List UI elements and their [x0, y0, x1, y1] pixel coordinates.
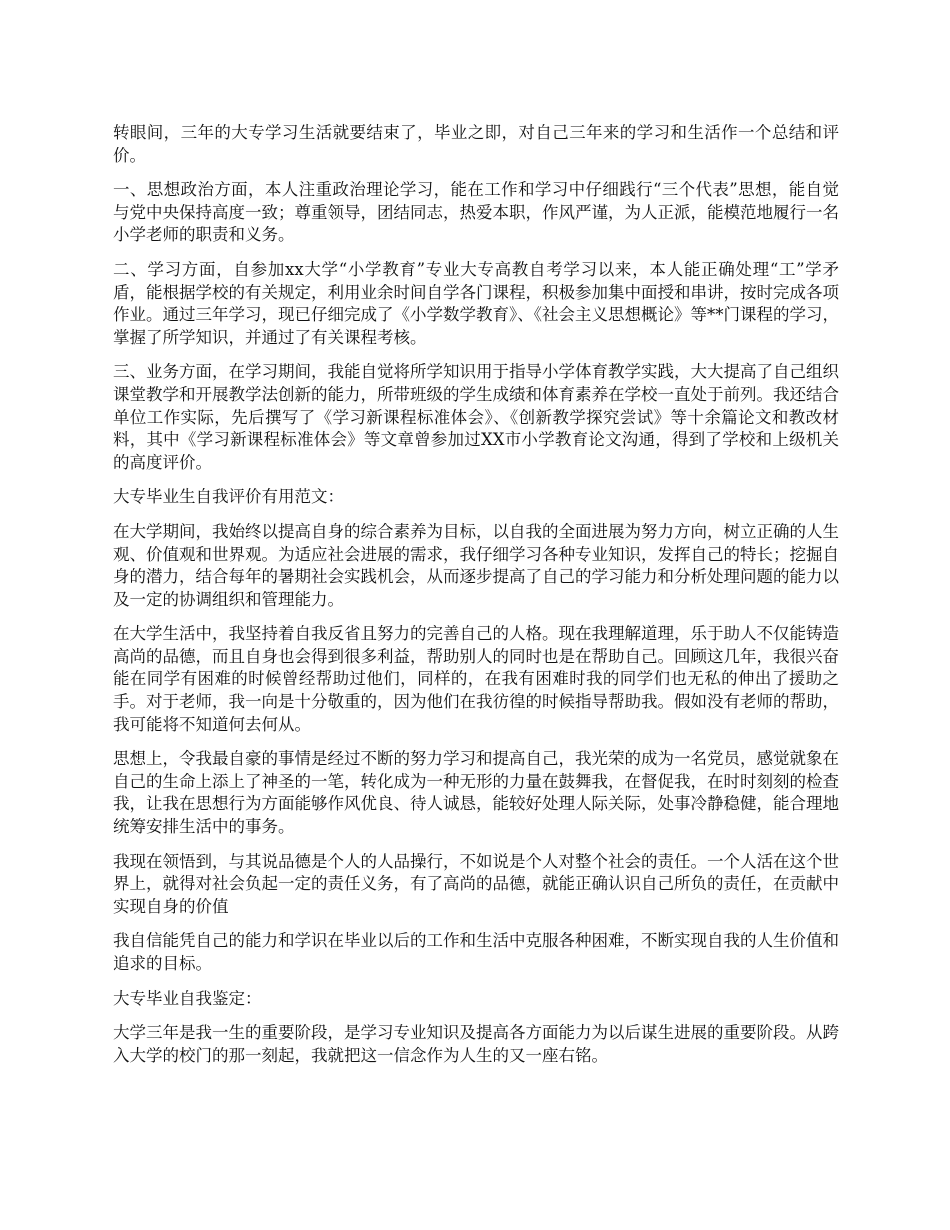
intro-paragraph: 转眼间，三年的大专学习生活就要结束了，毕业之即，对自己三年来的学习和生活作一个总结和评价。 — [113, 123, 839, 165]
section-heading-appraisal: 大专毕业自我鉴定： — [113, 988, 262, 1008]
section-heading-sample: 大专毕业生自我评价有用范文： — [113, 487, 344, 507]
ideology-paragraph: 思想上，令我最自豪的事情是经过不断的努力学习和提高自己，我光荣的成为一名党员，感觉就象在自己的生命上添上了神圣的一笔，转化成为一种无形的力量在鼓舞我，在督促我，在时时刻刻的检查我，让我在思想行为方面能够作风优良、待人诚恳，能较好处理人际关际，处事冷静稳健，能合理地统筹安排生活中的事务。 — [113, 749, 839, 837]
document-body — [113, 122, 839, 1079]
study-paragraph: 二、学习方面，自参加xx大学“小学教育”专业大专高教自考学习以来，本人能正确处理“工”学矛盾，能根据学校的有关规定，利用业余时间自学各门课程，积极参加集中面授和串讲，按时完成各项作业。通过三年学习，现已仔细完成了《小学数学教育》、《社会主义思想概论》等**门课程的学习，掌握了所学知识，并通过了有关课程考核。 — [113, 259, 839, 347]
morality-paragraph: 我现在领悟到，与其说品德是个人的人品操行，不如说是个人对整个社会的责任。一个人活在这个世界上，就得对社会负起一定的责任义务，有了高尚的品德，就能正确认识自己所负的责任，在贡献中实现自身的价值 — [113, 851, 839, 916]
closing-paragraph: 大学三年是我一生的重要阶段，是学习专业知识及提高各方面能力为以后谋生进展的重要阶段。从跨入大学的校门的那一刻起，我就把这一信念作为人生的又一座右铭。 — [113, 1023, 839, 1065]
confidence-paragraph: 我自信能凭自己的能力和学识在毕业以后的工作和生活中克服各种困难，不断实现自我的人生价值和追求的目标。 — [113, 931, 839, 973]
life-paragraph: 在大学生活中，我坚持着自我反省且努力的完善自己的人格。现在我理解道理，乐于助人不仅能铸造高尚的品德，而且自身也会得到很多利益，帮助别人的同时也是在帮助自己。回顾这几年，我很兴奋能在同学有困难的时候曾经帮助过他们，同样的，在我有困难时我的同学们也无私的伸出了援助之手。对于老师，我一向是十分敬重的，因为他们在我彷徨的时候指导帮助我。假如没有老师的帮助，我可能将不知道何去何从。 — [113, 624, 839, 734]
university-paragraph: 在大学期间，我始终以提高自身的综合素养为目标，以自我的全面进展为努力方向，树立正确的人生观、价值观和世界观。为适应社会进展的需求，我仔细学习各种专业知识，发挥自己的特长；挖掘自身的潜力，结合每年的暑期社会实践机会，从而逐步提高了自己的学习能力和分析处理问题的能力以及一定的协调组织和管理能力。 — [113, 521, 839, 609]
political-paragraph: 一、思想政治方面，本人注重政治理论学习，能在工作和学习中仔细践行“三个代表”思想，能自觉与党中央保持高度一致；尊重领导，团结同志，热爱本职，作风严谨，为人正派，能模范地履行一名小学老师的职责和义务。 — [113, 180, 839, 245]
work-paragraph: 三、业务方面，在学习期间，我能自觉将所学知识用于指导小学体育教学实践，大大提高了自己组织课堂教学和开展教学法创新的能力，所带班级的学生成绩和体育素养在学校一直处于前列。我还结合单位工作实际，先后撰写了《学习新课程标准体会》、《创新教学探究尝试》等十余篇论文和教改材料，其中《学习新课程标准体会》等文章曾参加过XX市小学教育论文沟通，得到了学校和上级机关的高度评价。 — [113, 362, 839, 472]
